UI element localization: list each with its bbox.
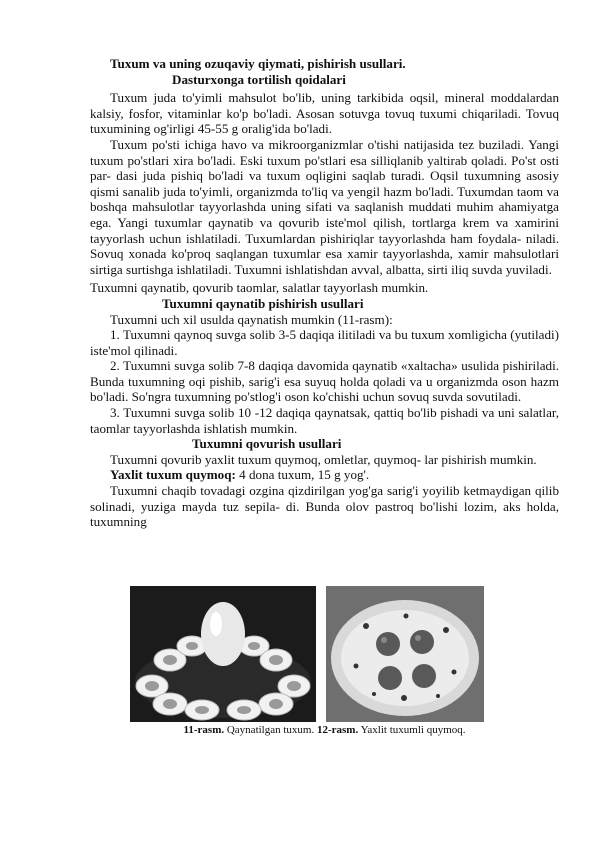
boiling-item-3: 3. Tuxumni suvga solib 10 -12 daqiqa qaynatsak, qattiq bo'lib pishadi va uni salatlar, taomlar tayyorlashda ishlatish mumkin. — [90, 405, 559, 436]
section-heading-boiling: Tuxumni qaynatib pishirish usullari — [162, 295, 364, 311]
recipe-line — [90, 467, 559, 483]
recipe-ingredients: 4 dona tuxum, 15 g yog'. — [235, 467, 370, 483]
fig1-label: 11-rasm. — [183, 724, 225, 736]
fried-egg-photo — [326, 586, 484, 722]
boiling-item-2: 2. Tuxumni suvga solib 7-8 daqiqa davomida qaynatib «xaltacha» usulida pishiriladi. Bunda tuxumning oqi pishib, sarig'i esa suyuq holda qoladi va u organizmda oson hazm bo'ladi. So'ngra tuxumning po'stlog'i oson ko'chishi uchun sovuq suvda sovutiladi. — [90, 358, 559, 405]
document-subtitle: Dasturxonga tortilish qoidalari — [172, 71, 346, 87]
recipe-label: Yaxlit tuxum quymoq: — [110, 467, 236, 483]
paragraph-1: Tuxum juda to'yimli mahsulot bo'lib, uning tarkibida oqsil, mineral moddalardan kalsiy, fosfor, vitaminlar ko'p bo'ladi. Asosan sotuvga tovuq tuxumi chiqariladi. Tovuq tuxumining og'irligi 45-55 g oralig'ida bo'ladi. — [90, 90, 559, 137]
figure-caption — [90, 724, 559, 737]
document-title: Tuxum va uning ozuqaviy qiymati, pishirish usullari. — [110, 56, 406, 71]
fig2-label: 12-rasm. — [316, 724, 359, 736]
fig2-caption-text: Yaxlit tuxumli quymoq. — [358, 724, 466, 736]
paragraph-2: Tuxum po'sti ichiga havo va mikroorganizmlar o'tishi natijasida tez buziladi. Yangi tuxum po'stlari xira bo'ladi. Eski tuxum po'stlari esa silliqlanib yaltirab qoladi. Po'st osti par- dasi juda pishiq bo'ladi va tuxum oqligini saqlab turadi. Oqsil tuxumning asosiy qismi sanalib juda to'yimli, organizmda to'liq va yengil hazm bo'ladi. Tuxumdan taom va boshqa mahsulotlar tayyorlashda uning sifati va saqlanish muddati muhim ahamiyatga ega. Yangi tuxumlar qaynatib va qovurib iste'mol qilish, tortlarga krem va xamirini tayyorlash uchun ishlatiladi. Tuxumlardan pishiriqlar tayyorlashda ham foydala- niladi. Sovuq xonada ko'proq saqlangan tuxumlar esa xamir tayyorlashda, xamir mahsulotlari sirtiga surtishga ishlatiladi. Tuxumni ishlatishdan avval, albatta, sirti iliq suvda yuviladi. — [90, 136, 559, 277]
frying-intro: Tuxumni qovurib yaxlit tuxum quymoq, omletlar, quymoq- lar pishirish mumkin. — [110, 451, 537, 467]
boiled-egg-photo — [130, 586, 316, 722]
fig1-caption-text: Qaynatilgan tuxum. — [224, 724, 317, 736]
boiling-item-1: 1. Tuxumni qaynoq suvga solib 3-5 daqiqa ilitiladi va bu tuxum xomligicha (yutiladi) iste'mol qilinadi. — [90, 327, 559, 358]
section-heading-frying: Tuxumni qovurish usullari — [192, 436, 342, 452]
recipe-body: Tuxumni chaqib tovadagi ozgina qizdirilgan yog'ga sarig'i yoyilib ketmaydigan qilib solinadi, yuziga mayda tuz sepila- di. Bunda olov pastroq bo'lishi lozim, aks holda, tuxumning — [90, 483, 559, 530]
figures — [130, 586, 484, 722]
document-body — [90, 56, 559, 530]
paragraph-3: Tuxumni qaynatib, qovurib taomlar, salatlar tayyorlash mumkin. — [90, 280, 429, 296]
boiling-intro: Tuxumni uch xil usulda qaynatish mumkin (11-rasm): — [110, 311, 393, 327]
